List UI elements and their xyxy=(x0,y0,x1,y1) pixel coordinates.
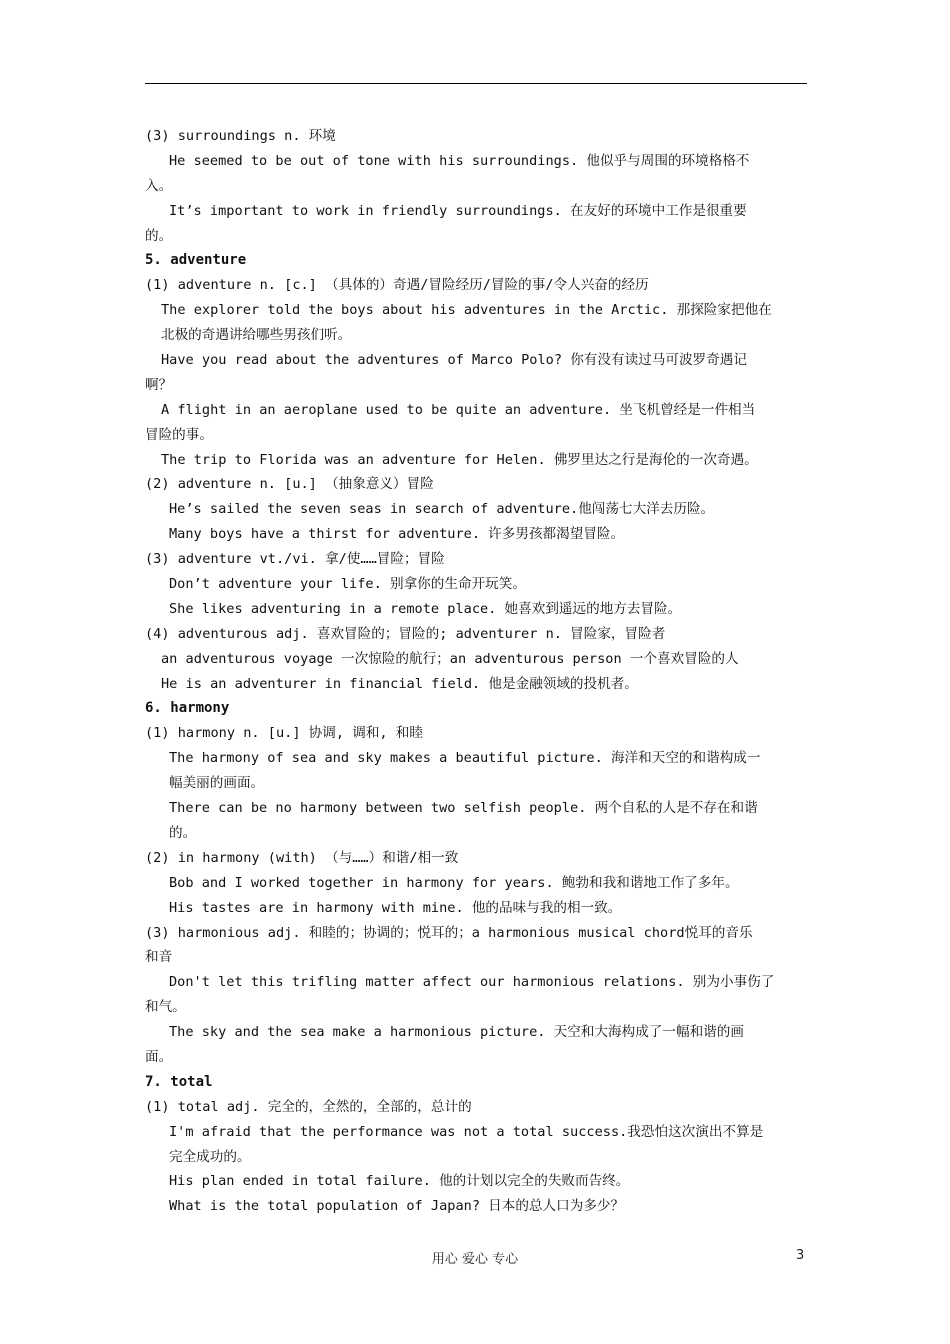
text-line: She likes adventuring in a remote place. 她喜欢到遥远的地方去冒险。 xyxy=(169,600,682,617)
text-line: 啊？ xyxy=(145,376,173,393)
text-line: (2) adventure n. [u.] （抽象意义）冒险 xyxy=(145,476,434,493)
text-line: 的。 xyxy=(145,227,173,244)
text-line: 的。 xyxy=(169,824,197,841)
text-line: (3) surroundings n. 环境 xyxy=(145,128,336,144)
text-line: Many boys have a thirst for adventure. 许多男孩都渴望冒险。 xyxy=(169,526,625,543)
text-line: The sky and the sea make a harmonious picture. 天空和大海构成了一幅和谐的画 xyxy=(169,1024,744,1041)
header-rule xyxy=(145,83,807,84)
text-line: (1) total adj. 完全的，全然的，全部的，总计的 xyxy=(145,1098,472,1115)
text-line: The explorer told the boys about his adventures in the Arctic. 那探险家把他在 xyxy=(161,302,772,319)
text-line: 幅美丽的画面。 xyxy=(169,775,265,792)
text-line: 面。 xyxy=(145,1048,173,1065)
text-line: I'm afraid that the performance was not a total success.我恐怕这次演出不算是 xyxy=(169,1123,764,1140)
document-body xyxy=(145,124,809,1219)
text-line: Don't let this trifling matter affect our harmonious relations. 别为小事伤了 xyxy=(169,974,775,991)
text-line: an adventurous voyage 一次惊险的航行；an adventurous person 一个喜欢冒险的人 xyxy=(161,650,739,667)
text-line: The harmony of sea and sky makes a beautiful picture. 海洋和天空的和谐构成一 xyxy=(169,750,761,767)
text-line: (3) harmonious adj. 和睦的；协调的；悦耳的；a harmonious musical chord悦耳的音乐 xyxy=(145,924,753,941)
text-line: 北极的奇遇讲给哪些男孩们听。 xyxy=(161,327,352,344)
text-line: (1) adventure n. [c.] （具体的）奇遇/冒险经历/冒险的事/令人兴奋的经历 xyxy=(145,277,649,294)
text-line: (1) harmony n. [u.] 协调, 调和, 和睦 xyxy=(145,725,423,742)
text-line: There can be no harmony between two selfish people. 两个自私的人是不存在和谐 xyxy=(169,800,758,817)
text-line: Don’t adventure your life. 别拿你的生命开玩笑。 xyxy=(169,576,526,593)
text-line: (4) adventurous adj. 喜欢冒险的；冒险的; adventurer n. 冒险家，冒险者 xyxy=(145,625,666,642)
text-line: (3) adventure vt./vi. 拿/使……冒险；冒险 xyxy=(145,551,445,568)
text-line: 完全成功的。 xyxy=(169,1148,251,1165)
text-line: His plan ended in total failure. 他的计划以完全的失败而告终。 xyxy=(169,1173,630,1190)
text-line: (2) in harmony (with) （与……）和谐/相一致 xyxy=(145,849,459,866)
text-line: Have you read about the adventures of Marco Polo? 你有没有读过马可波罗奇遇记 xyxy=(161,352,747,369)
text-line: It’s important to work in friendly surroundings. 在友好的环境中工作是很重要 xyxy=(169,202,747,219)
text-line: 入。 xyxy=(145,177,173,194)
text-line: 冒险的事。 xyxy=(145,426,213,443)
text-line: 和气。 xyxy=(145,999,186,1016)
text-line: He is an adventurer in financial field. 他是金融领域的投机者。 xyxy=(161,675,638,692)
section-heading: 6. harmony xyxy=(145,700,230,717)
text-line: A flight in an aeroplane used to be quite an adventure. 坐飞机曾经是一件相当 xyxy=(161,401,756,418)
text-line: His tastes are in harmony with mine. 他的品味与我的相一致。 xyxy=(169,899,622,916)
text-line: He seemed to be out of tone with his surroundings. 他似乎与周围的环境格格不 xyxy=(169,152,750,169)
text-line: He’s sailed the seven seas in search of adventure.他闯荡七大洋去历险。 xyxy=(169,501,715,518)
text-line: Bob and I worked together in harmony for years. 鲍勃和我和谐地工作了多年。 xyxy=(169,874,739,891)
section-heading: 5. adventure xyxy=(145,252,247,269)
text-line: The trip to Florida was an adventure for Helen. 佛罗里达之行是海伦的一次奇遇。 xyxy=(161,451,758,468)
footer-motto: 用心 爱心 专心 xyxy=(431,1252,519,1267)
text-line: 和音 xyxy=(145,949,173,966)
section-heading: 7. total xyxy=(145,1073,213,1090)
text-line: What is the total population of Japan? 日本的总人口为多少？ xyxy=(169,1198,625,1215)
page-number: 3 xyxy=(796,1248,805,1263)
